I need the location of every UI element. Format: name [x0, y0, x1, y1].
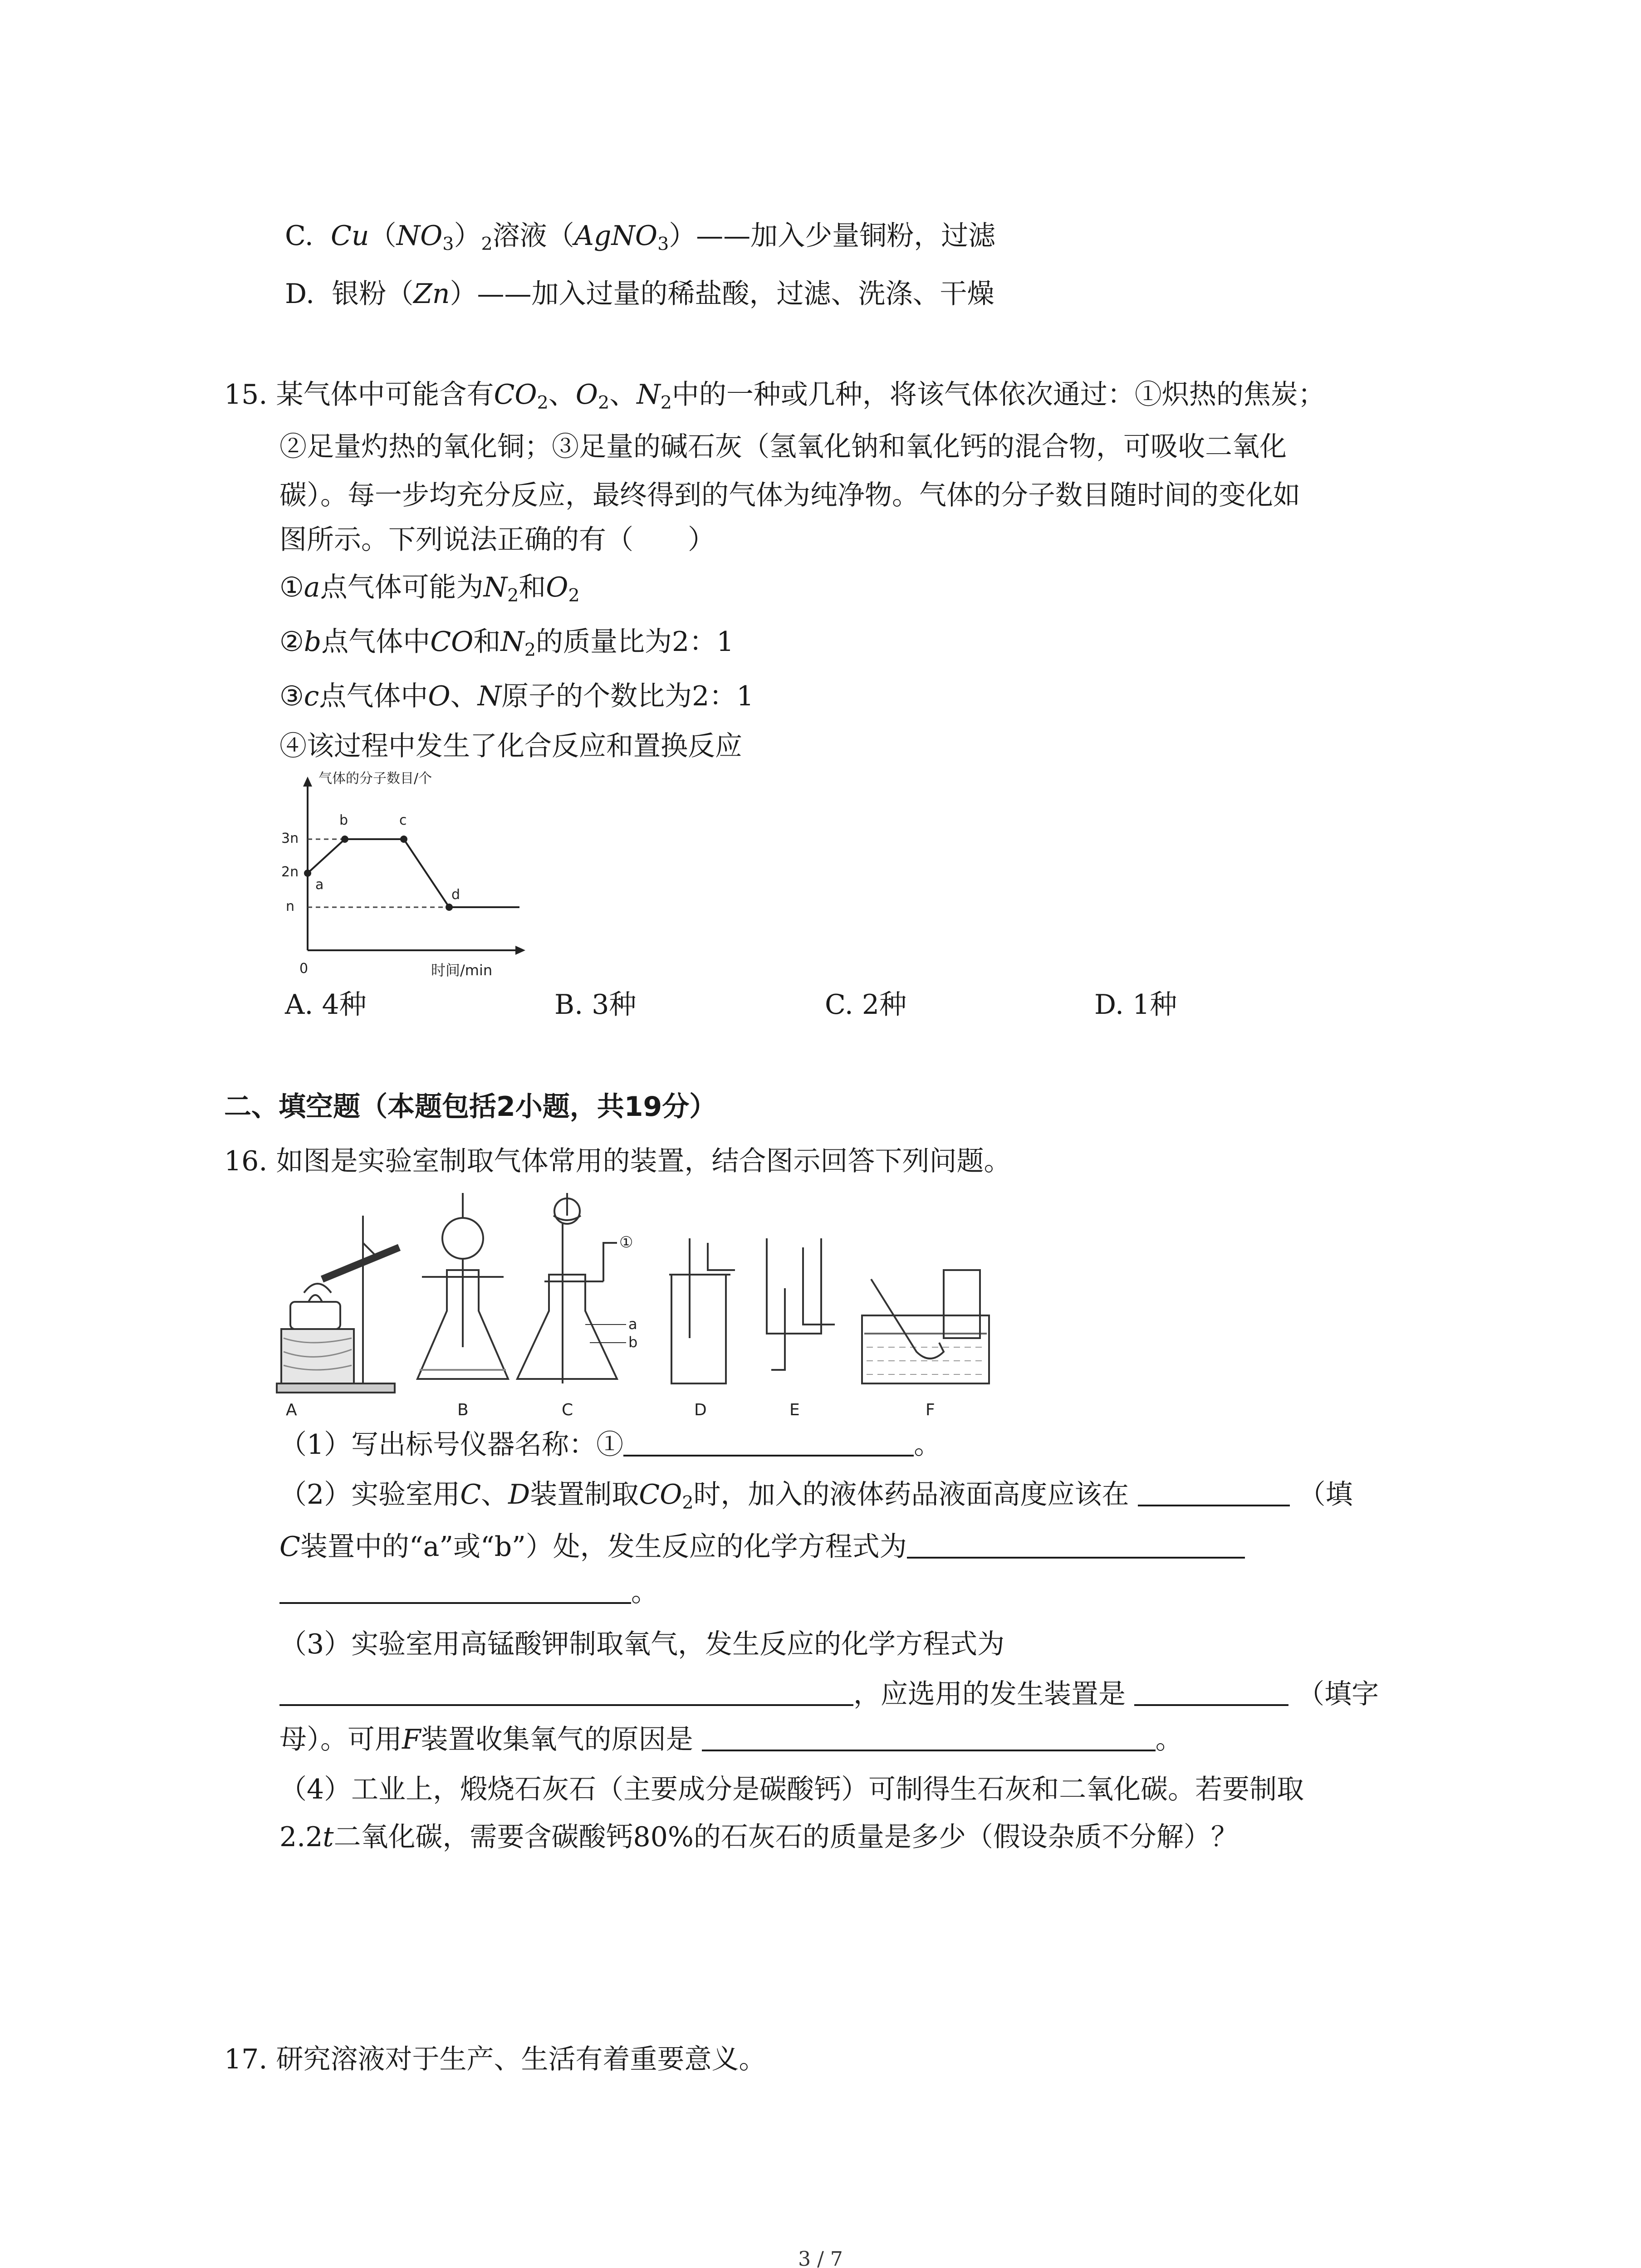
- question-stem: 研究溶液对于生产、生活有着重要意义。: [276, 2043, 766, 2075]
- c-mark-a: a: [628, 1315, 637, 1333]
- q16-part3-line2: [279, 1678, 1379, 1710]
- data-line: [308, 839, 519, 907]
- part3-line3-a: 母）。可用: [279, 1724, 402, 1755]
- apparatus-label-a: A: [286, 1401, 297, 1419]
- part3-line3-c: 装置收集氧气的原因是: [421, 1724, 693, 1755]
- q16-part4-line1: （4）工业上，煅烧石灰石（主要成分是碳酸钙）可制得生石灰和二氧化碳。若要制取: [279, 1774, 1304, 1805]
- label-d: d: [451, 887, 460, 903]
- y-axis-label: 气体的分子数目/个: [318, 771, 432, 787]
- q16-stem: [224, 1145, 1011, 1177]
- apparatus-f: [862, 1270, 989, 1383]
- answer-blank-2b[interactable]: [907, 1534, 1245, 1559]
- question-number: 15.: [224, 379, 268, 411]
- part3-mid: ，应选用的发生装置是: [853, 1678, 1126, 1710]
- apparatus-a: [277, 1216, 399, 1393]
- y-axis-arrow: [303, 777, 312, 787]
- ytick-n: n: [286, 899, 295, 914]
- c-mark-one: ①: [619, 1233, 633, 1251]
- ytick-2n: 2n: [281, 864, 299, 880]
- question-number: 17.: [224, 2043, 268, 2075]
- q16-part3-line1: （3）实验室用高锰酸钾制取氧气，发生反应的化学方程式为: [279, 1628, 1005, 1660]
- q15-line4: 图所示。下列说法正确的有（ ）: [279, 524, 715, 556]
- part3-line3-f: F: [402, 1724, 421, 1755]
- ytick-3n: 3n: [281, 831, 299, 846]
- option-label: D.: [285, 278, 315, 310]
- apparatus-d: [669, 1238, 735, 1383]
- point-d: [446, 904, 453, 911]
- q15-line2: ②足量灼热的氧化铜；③足量的碱石灰（氢氧化钠和氧化钙的混合物，可吸收二氧化: [279, 431, 1287, 463]
- x-axis-arrow: [515, 946, 525, 955]
- answer-blank-1[interactable]: [623, 1432, 914, 1457]
- q16-part2-line2: [279, 1531, 1245, 1563]
- q15-statement-2: ②b点气体中CO和$N_2$的质量比为2：1: [279, 626, 734, 661]
- q15-option-b[interactable]: B. 3种: [554, 989, 637, 1021]
- q16-part1: [279, 1429, 941, 1461]
- q15-molecule-time-chart: [272, 771, 526, 980]
- apparatus-label-b: B: [457, 1401, 469, 1419]
- q15-option-c[interactable]: C. 2种: [825, 989, 907, 1021]
- apparatus-label-e: E: [789, 1401, 800, 1419]
- apparatus-label-f: F: [926, 1401, 935, 1419]
- point-c: [400, 836, 407, 843]
- q15-statement-1: ①a点气体可能为$N_2$和$O_2$: [279, 572, 580, 606]
- label-c: c: [399, 812, 407, 828]
- answer-blank-3c[interactable]: [702, 1727, 1156, 1751]
- apparatus-label-c: C: [562, 1401, 573, 1419]
- q15-statement-3: ③c点气体中O、N原子的个数比为2：1: [279, 680, 754, 712]
- origin-label: 0: [299, 961, 309, 977]
- q15-option-d[interactable]: D. 1种: [1094, 989, 1177, 1021]
- point-b: [341, 836, 348, 843]
- label-b: b: [339, 812, 348, 828]
- part1-text: （1）写出标号仪器名称：①: [279, 1429, 624, 1461]
- apparatus-e: [767, 1238, 835, 1370]
- answer-blank-3a[interactable]: [279, 1681, 853, 1706]
- q16-part4-line2: 2.2t二氧化碳，需要含碳酸钙80%的石灰石的质量是多少（假设杂质不分解）？: [279, 1821, 1238, 1853]
- answer-blank-2c[interactable]: [279, 1579, 631, 1604]
- page-number: 3 / 7: [798, 2248, 843, 2268]
- part3-tail: （填字: [1297, 1678, 1379, 1710]
- apparatus-c: [517, 1193, 626, 1383]
- question-stem: 如图是实验室制取气体常用的装置，结合图示回答下列问题。: [276, 1145, 1011, 1177]
- x-axis-label: 时间/min: [431, 962, 493, 979]
- q15-statement-4: ④该过程中发生了化合反应和置换反应: [279, 730, 742, 762]
- apparatus-b: [417, 1193, 508, 1379]
- q14-option-d: D. 银粉（Zn）——加入过量的稀盐酸，过滤、洗涤、干燥: [285, 278, 994, 310]
- q15-option-a[interactable]: A. 4种: [285, 989, 367, 1021]
- q15-line1: 15. 某气体中可能含有$CO_2$、$O_2$、$N_2$中的一种或几种，将该气体依次通过：①炽热的焦炭；: [224, 379, 1325, 414]
- answer-blank-3b[interactable]: [1134, 1681, 1288, 1706]
- answer-blank-2a[interactable]: [1138, 1482, 1290, 1506]
- section-heading: 二、填空题（本题包括2小题，共19分）: [224, 1091, 717, 1123]
- part1-end: 。: [914, 1429, 941, 1461]
- part2-c: C: [279, 1531, 300, 1563]
- part2-end: 。: [631, 1576, 658, 1608]
- q15-line3: 碳）。每一步均充分反应，最终得到的气体为纯净物。气体的分子数目随时间的变化如: [279, 479, 1300, 511]
- apparatus-label-d: D: [694, 1401, 707, 1419]
- q17-stem: [224, 2043, 766, 2075]
- lab-apparatus-figure: [272, 1188, 1007, 1420]
- part3-end: 。: [1155, 1724, 1183, 1755]
- question-number: 16.: [224, 1145, 268, 1177]
- point-a: [304, 870, 311, 877]
- q16-part2-line3: [279, 1576, 658, 1608]
- part2-line2-text: 装置中的“a”或“b”）处，发生反应的化学方程式为: [300, 1531, 907, 1563]
- q16-part2-line1: （2）实验室用C、D装置制取$CO_2$时，加入的液体药品液面高度应该在 （填: [279, 1479, 1353, 1514]
- q14-option-c: C. $Cu(NO_3)_2$溶液（AgNO$_3$）——加入少量铜粉，过滤: [285, 220, 996, 255]
- label-a: a: [315, 877, 324, 893]
- part2-tail: （填: [1298, 1479, 1353, 1510]
- c-mark-b: b: [628, 1334, 638, 1351]
- option-label: C.: [285, 220, 314, 252]
- q16-part3-line3: [279, 1726, 1183, 1753]
